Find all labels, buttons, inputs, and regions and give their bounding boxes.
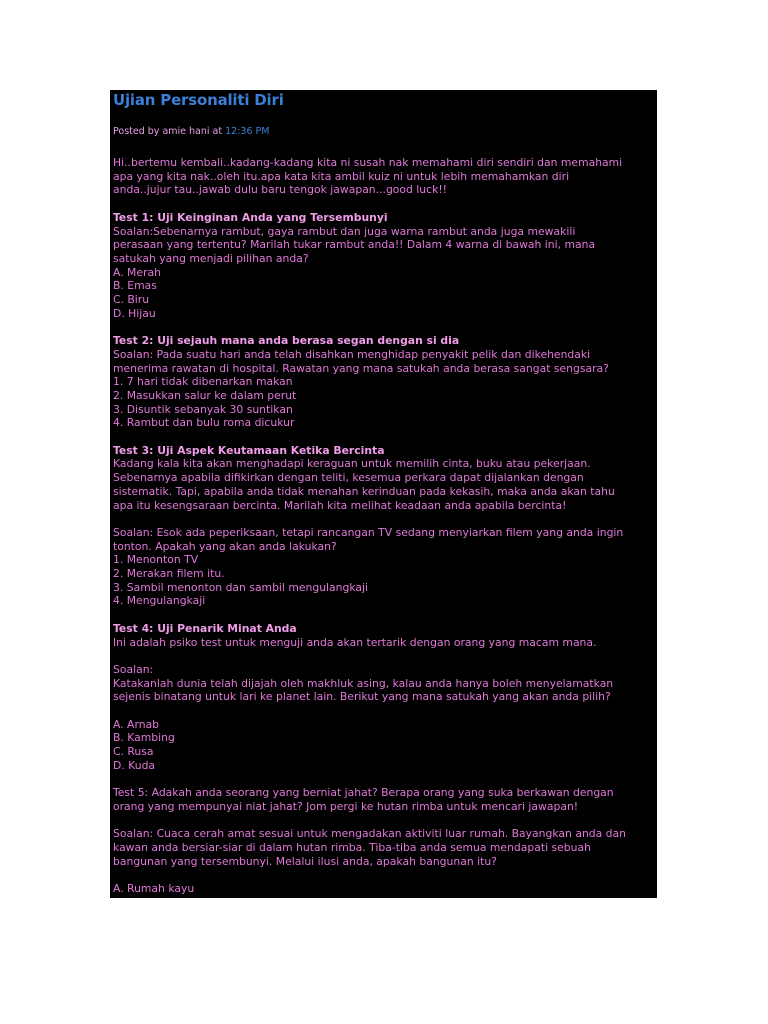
post-title[interactable]: Ujian Personaliti Diri [113, 91, 284, 109]
option-item: D. Kuda [113, 758, 156, 772]
test-heading: Test 3: Uji Aspek Keutamaan Ketika Bercinta [113, 443, 385, 457]
post-body [113, 156, 654, 896]
test-heading: Test 1: Uji Keinginan Anda yang Tersembunyi [113, 210, 388, 224]
text-line: menerima rawatan di hospital. Rawatan yang mana satukah anda berasa sangat sengsara? [113, 361, 609, 375]
text-line: Soalan: Pada suatu hari anda telah disahkan menghidap penyakit pelik dan dikehendaki [113, 347, 591, 361]
option-item: 4. Mengulangkaji [113, 594, 206, 608]
text-line: Soalan: Cuaca cerah amat sesuai untuk mengadakan aktiviti luar rumah. Bayangkan anda dan [113, 827, 626, 841]
text-line: anda..jujur tau..jawab dulu baru tengok jawapan...good luck!! [113, 183, 447, 197]
text-line: bangunan yang tersembunyi. Melalui ilusi anda, apakah bangunan itu? [113, 854, 497, 868]
text-line: satukah yang menjadi pilihan anda? [113, 251, 309, 265]
text-line: Hi..bertemu kembali..kadang-kadang kita ni susah nak memahami diri sendiri dan memahami [113, 156, 623, 169]
test-heading: Test 4: Uji Penarik Minat Anda [113, 621, 297, 635]
text-line: Sebenarnya apabila difikirkan dengan teliti, kesemua perkara dapat dijalankan dengan [113, 471, 584, 485]
option-item: 1. Menonton TV [113, 553, 199, 567]
test-4-section [113, 622, 654, 773]
text-line: Kadang kala kita akan menghadapi keraguan untuk memilih cinta, buku atau pekerjaan. [113, 457, 591, 471]
text-line: Soalan: [113, 662, 154, 676]
option-item: A. Rumah kayu [113, 882, 195, 896]
text-line: sejenis binatang untuk lari ke planet lain. Berikut yang mana satukah yang akan anda pilih? [113, 690, 611, 704]
text-line: Soalan: Esok ada peperiksaan, tetapi rancangan TV sedang menyiarkan filem yang anda ingin [113, 525, 624, 539]
test-2-section [113, 334, 654, 430]
post-meta [113, 126, 269, 137]
text-line: apa itu kesengsaraan bercinta. Marilah kita melihat keadaan anda apabila bercinta! [113, 498, 567, 512]
text-line: Test 5: Adakah anda seorang yang berniat jahat? Berapa orang yang suka berkawan dengan [113, 786, 614, 800]
option-item: 3. Sambil menonton dan sambil mengulangkaji [113, 580, 369, 594]
option-item: A. Merah [113, 265, 161, 279]
option-item: D. Hijau [113, 306, 156, 320]
option-item: B. Emas [113, 279, 157, 293]
text-line: Soalan:Sebenarnya rambut, gaya rambut dan juga warna rambut anda juga mewakili [113, 224, 576, 238]
test-heading: Test 2: Uji sejauh mana anda berasa segan dengan si dia [113, 334, 460, 348]
option-item: A. Arnab [113, 717, 160, 731]
test-5-section [113, 786, 654, 896]
test-3-section [113, 444, 654, 608]
text-line: orang yang mempunyai niat jahat? Jom pergi ke hutan rimba untuk mencari jawapan! [113, 799, 579, 813]
text-line: tonton. Apakah yang akan anda lakukan? [113, 539, 337, 553]
text-line: Ini adalah psiko test untuk menguji anda akan tertarik dengan orang yang macam mana. [113, 635, 597, 649]
text-line: kawan anda bersiar-siar di dalam hutan rimba. Tiba-tiba anda semua mendapati sebuah [113, 841, 591, 855]
option-item: B. Kambing [113, 731, 175, 745]
option-item: 3. Disuntik sebanyak 30 suntikan [113, 402, 293, 416]
option-item: 2. Masukkan salur ke dalam perut [113, 388, 297, 402]
text-line: apa yang kita nak..oleh itu.apa kata kita ambil kuiz ni untuk lebih memahamkan diri [113, 169, 570, 183]
test-1-section [113, 211, 654, 321]
option-item: 4. Rambut dan bulu roma dicukur [113, 416, 295, 430]
blog-post [110, 90, 657, 898]
intro-paragraph [113, 156, 654, 197]
option-item: 1. 7 hari tidak dibenarkan makan [113, 375, 293, 389]
option-item: 2. Merakan filem itu. [113, 567, 225, 581]
text-line: sistematik. Tapi, apabila anda tidak menahan kerinduan pada kekasih, maka anda akan tahu [113, 484, 615, 498]
option-item: C. Rusa [113, 745, 154, 759]
post-time-link[interactable]: 12:36 PM [225, 126, 270, 137]
option-item: C. Biru [113, 293, 150, 307]
text-line: perasaan yang tertentu? Marilah tukar rambut anda!! Dalam 4 warna di bawah ini, mana [113, 238, 596, 252]
text-line: Katakanlah dunia telah dijajah oleh makhluk asing, kalau anda hanya boleh menyelamatkan [113, 676, 614, 690]
post-author: Posted by amie hani at [113, 126, 223, 137]
